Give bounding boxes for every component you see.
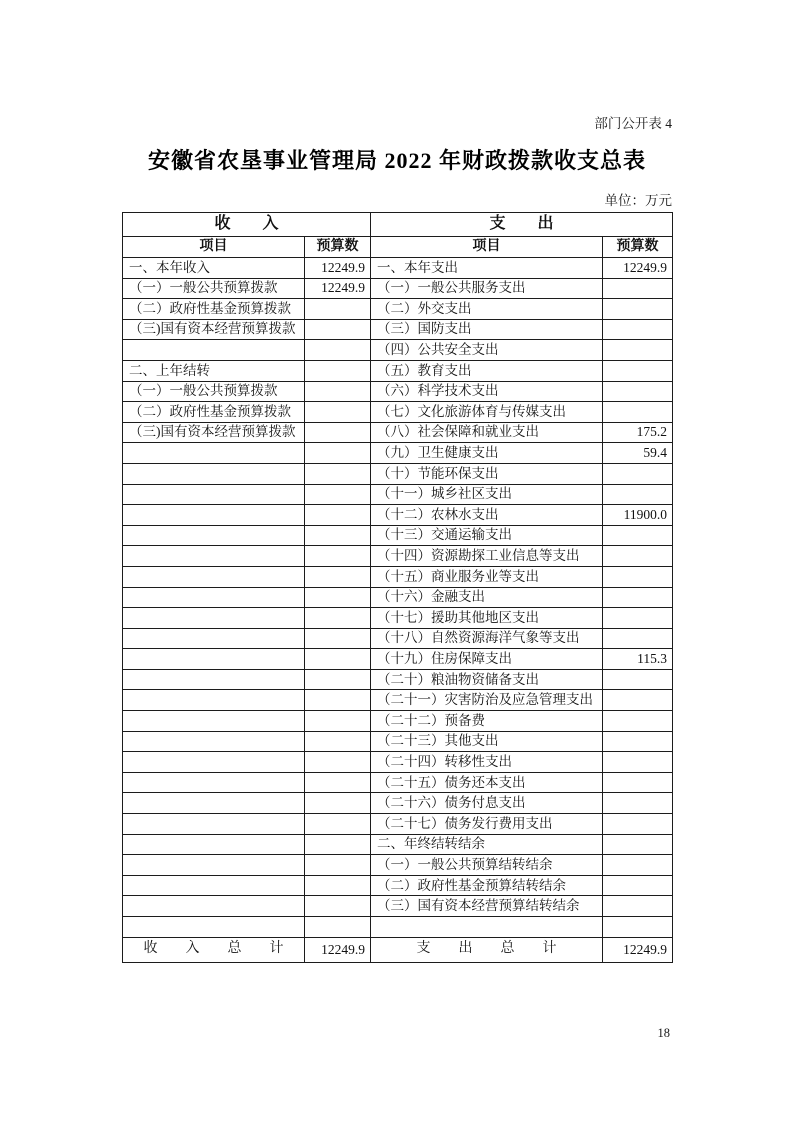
income-value-cell bbox=[305, 628, 371, 649]
income-value-cell bbox=[305, 319, 371, 340]
unit-note: 单位：万元 bbox=[604, 193, 672, 208]
table-row bbox=[123, 772, 673, 793]
income-value-cell bbox=[305, 669, 371, 690]
table-row bbox=[123, 566, 673, 587]
table-row bbox=[123, 608, 673, 629]
expense-item-cell: （十六）金融支出 bbox=[371, 587, 603, 608]
table-row bbox=[123, 711, 673, 732]
table-body bbox=[123, 258, 673, 938]
income-item-cell bbox=[123, 484, 305, 505]
income-value-cell bbox=[305, 690, 371, 711]
expense-item-cell: （二十二）预备费 bbox=[371, 711, 603, 732]
table-row bbox=[123, 381, 673, 402]
income-item-cell bbox=[123, 587, 305, 608]
income-value-cell bbox=[305, 814, 371, 835]
income-item-cell bbox=[123, 814, 305, 835]
income-value-cell bbox=[305, 731, 371, 752]
income-value-cell bbox=[305, 505, 371, 526]
income-item-cell bbox=[123, 917, 305, 938]
income-item-cell: （三)国有资本经营预算拨款 bbox=[123, 422, 305, 443]
page-title: 安徽省农垦事业管理局 2022 年财政拨款收支总表 bbox=[147, 148, 646, 173]
table-row bbox=[123, 649, 673, 670]
page-number: 18 bbox=[657, 1026, 670, 1040]
expense-value-cell bbox=[603, 628, 673, 649]
income-item-cell: 二、上年结转 bbox=[123, 360, 305, 381]
income-item-cell bbox=[123, 772, 305, 793]
expense-value-cell bbox=[603, 855, 673, 876]
income-item-cell bbox=[123, 566, 305, 587]
income-value-cell bbox=[305, 752, 371, 773]
expense-budget-column-header: 预算数 bbox=[603, 237, 673, 258]
table-row bbox=[123, 402, 673, 423]
column-header-row bbox=[123, 237, 673, 258]
expense-item-cell: （三）国防支出 bbox=[371, 319, 603, 340]
income-section-header: 收 入 bbox=[123, 213, 371, 237]
expense-item-cell: （九）卫生健康支出 bbox=[371, 443, 603, 464]
expense-value-cell bbox=[603, 360, 673, 381]
expense-value-cell bbox=[603, 463, 673, 484]
expense-item-cell: （十四）资源勘探工业信息等支出 bbox=[371, 546, 603, 567]
expense-value-cell bbox=[603, 896, 673, 917]
income-value-cell: 12249.9 bbox=[305, 278, 371, 299]
expense-value-cell bbox=[603, 772, 673, 793]
expense-total-value: 12249.9 bbox=[603, 937, 673, 962]
income-item-cell bbox=[123, 896, 305, 917]
income-item-cell: （一）一般公共预算拨款 bbox=[123, 381, 305, 402]
expense-item-cell: （十七）援助其他地区支出 bbox=[371, 608, 603, 629]
income-value-cell bbox=[305, 917, 371, 938]
expense-value-cell bbox=[603, 793, 673, 814]
expense-item-cell: 一、本年支出 bbox=[371, 258, 603, 279]
expense-value-cell bbox=[603, 484, 673, 505]
expense-value-cell: 59.4 bbox=[603, 443, 673, 464]
income-value-cell bbox=[305, 896, 371, 917]
income-item-cell bbox=[123, 731, 305, 752]
income-item-cell: （三)国有资本经营预算拨款 bbox=[123, 319, 305, 340]
total-row bbox=[123, 937, 673, 962]
expense-item-cell: （八）社会保障和就业支出 bbox=[371, 422, 603, 443]
department-table-note: 部门公开表 4 bbox=[594, 116, 672, 131]
income-item-cell: （一）一般公共预算拨款 bbox=[123, 278, 305, 299]
table-row bbox=[123, 525, 673, 546]
income-value-cell bbox=[305, 422, 371, 443]
income-budget-column-header: 预算数 bbox=[305, 237, 371, 258]
expense-value-cell: 175.2 bbox=[603, 422, 673, 443]
income-value-cell bbox=[305, 772, 371, 793]
expense-value-cell bbox=[603, 525, 673, 546]
expense-item-cell: （二）外交支出 bbox=[371, 299, 603, 320]
income-item-cell bbox=[123, 443, 305, 464]
income-total-value: 12249.9 bbox=[305, 937, 371, 962]
income-item-cell bbox=[123, 875, 305, 896]
table-row bbox=[123, 814, 673, 835]
income-item-cell bbox=[123, 711, 305, 732]
table-row bbox=[123, 505, 673, 526]
income-value-cell bbox=[305, 793, 371, 814]
table-row bbox=[123, 834, 673, 855]
table-row bbox=[123, 855, 673, 876]
income-item-cell bbox=[123, 608, 305, 629]
expense-value-cell: 12249.9 bbox=[603, 258, 673, 279]
income-value-cell bbox=[305, 299, 371, 320]
table-row bbox=[123, 463, 673, 484]
income-value-cell bbox=[305, 566, 371, 587]
income-item-cell bbox=[123, 834, 305, 855]
expense-item-cell: （二十三）其他支出 bbox=[371, 731, 603, 752]
expense-value-cell bbox=[603, 834, 673, 855]
expense-value-cell bbox=[603, 566, 673, 587]
expense-value-cell bbox=[603, 752, 673, 773]
income-item-cell bbox=[123, 855, 305, 876]
expense-value-cell bbox=[603, 917, 673, 938]
expense-item-cell bbox=[371, 917, 603, 938]
income-value-cell bbox=[305, 711, 371, 732]
income-value-cell bbox=[305, 546, 371, 567]
income-value-cell bbox=[305, 525, 371, 546]
income-value-cell bbox=[305, 608, 371, 629]
income-item-cell bbox=[123, 690, 305, 711]
income-total-label: 收 入 总 计 bbox=[123, 937, 305, 962]
expense-item-cell: （十）节能环保支出 bbox=[371, 463, 603, 484]
table-row bbox=[123, 319, 673, 340]
income-item-column-header: 项目 bbox=[123, 237, 305, 258]
table-row bbox=[123, 690, 673, 711]
income-value-cell bbox=[305, 649, 371, 670]
expense-item-column-header: 项目 bbox=[371, 237, 603, 258]
income-value-cell bbox=[305, 834, 371, 855]
table-row bbox=[123, 443, 673, 464]
income-value-cell bbox=[305, 875, 371, 896]
expense-value-cell bbox=[603, 546, 673, 567]
table-row bbox=[123, 360, 673, 381]
income-item-cell bbox=[123, 463, 305, 484]
expense-item-cell: （二十七）债务发行费用支出 bbox=[371, 814, 603, 835]
expense-value-cell bbox=[603, 608, 673, 629]
expense-item-cell: （五）教育支出 bbox=[371, 360, 603, 381]
expense-value-cell bbox=[603, 381, 673, 402]
income-item-cell bbox=[123, 340, 305, 361]
expense-value-cell bbox=[603, 669, 673, 690]
income-item-cell bbox=[123, 649, 305, 670]
expense-value-cell bbox=[603, 340, 673, 361]
expense-item-cell: （四）公共安全支出 bbox=[371, 340, 603, 361]
expense-item-cell: （二十六）债务付息支出 bbox=[371, 793, 603, 814]
expense-item-cell: （六）科学技术支出 bbox=[371, 381, 603, 402]
table-row bbox=[123, 628, 673, 649]
budget-table bbox=[122, 212, 673, 963]
expense-value-cell bbox=[603, 402, 673, 423]
income-value-cell bbox=[305, 381, 371, 402]
expense-value-cell bbox=[603, 731, 673, 752]
income-item-cell bbox=[123, 793, 305, 814]
expense-value-cell bbox=[603, 690, 673, 711]
section-header-row bbox=[123, 213, 673, 237]
table-row bbox=[123, 299, 673, 320]
table-row bbox=[123, 731, 673, 752]
expense-item-cell: （七）文化旅游体育与传媒支出 bbox=[371, 402, 603, 423]
income-value-cell bbox=[305, 855, 371, 876]
expense-item-cell: （二十一）灾害防治及应急管理支出 bbox=[371, 690, 603, 711]
income-value-cell bbox=[305, 484, 371, 505]
income-value-cell bbox=[305, 402, 371, 423]
table-row bbox=[123, 258, 673, 279]
expense-item-cell: （十八）自然资源海洋气象等支出 bbox=[371, 628, 603, 649]
income-item-cell: （二）政府性基金预算拨款 bbox=[123, 299, 305, 320]
table-row bbox=[123, 422, 673, 443]
expense-item-cell: （二十五）债务还本支出 bbox=[371, 772, 603, 793]
table-row bbox=[123, 896, 673, 917]
expense-item-cell: （二十）粮油物资储备支出 bbox=[371, 669, 603, 690]
table-row bbox=[123, 278, 673, 299]
expense-total-label: 支 出 总 计 bbox=[371, 937, 603, 962]
expense-value-cell bbox=[603, 319, 673, 340]
expense-item-cell: （二十四）转移性支出 bbox=[371, 752, 603, 773]
income-item-cell: （二）政府性基金预算拨款 bbox=[123, 402, 305, 423]
expense-value-cell bbox=[603, 711, 673, 732]
income-value-cell bbox=[305, 463, 371, 484]
income-item-cell bbox=[123, 628, 305, 649]
expense-value-cell: 11900.0 bbox=[603, 505, 673, 526]
expense-value-cell bbox=[603, 278, 673, 299]
income-item-cell bbox=[123, 546, 305, 567]
expense-item-cell: （二）政府性基金预算结转结余 bbox=[371, 875, 603, 896]
table-row bbox=[123, 917, 673, 938]
expense-item-cell: （十一）城乡社区支出 bbox=[371, 484, 603, 505]
table-row bbox=[123, 484, 673, 505]
table-row bbox=[123, 793, 673, 814]
income-item-cell bbox=[123, 505, 305, 526]
income-value-cell bbox=[305, 360, 371, 381]
expense-item-cell: （三）国有资本经营预算结转结余 bbox=[371, 896, 603, 917]
income-item-cell bbox=[123, 669, 305, 690]
expense-value-cell bbox=[603, 875, 673, 896]
expense-item-cell: （十五）商业服务业等支出 bbox=[371, 566, 603, 587]
income-value-cell bbox=[305, 587, 371, 608]
expense-item-cell: （一）一般公共服务支出 bbox=[371, 278, 603, 299]
income-value-cell bbox=[305, 340, 371, 361]
income-item-cell bbox=[123, 752, 305, 773]
expense-item-cell: （十九）住房保障支出 bbox=[371, 649, 603, 670]
table-row bbox=[123, 875, 673, 896]
income-item-cell: 一、本年收入 bbox=[123, 258, 305, 279]
expense-item-cell: （十二）农林水支出 bbox=[371, 505, 603, 526]
expense-item-cell: （一）一般公共预算结转结余 bbox=[371, 855, 603, 876]
expense-item-cell: （十三）交通运输支出 bbox=[371, 525, 603, 546]
table-row bbox=[123, 546, 673, 567]
table-row bbox=[123, 669, 673, 690]
income-value-cell bbox=[305, 443, 371, 464]
expense-section-header: 支 出 bbox=[371, 213, 673, 237]
expense-value-cell bbox=[603, 299, 673, 320]
table-row bbox=[123, 340, 673, 361]
table-row bbox=[123, 587, 673, 608]
table-row bbox=[123, 752, 673, 773]
expense-value-cell: 115.3 bbox=[603, 649, 673, 670]
income-item-cell bbox=[123, 525, 305, 546]
expense-item-cell: 二、年终结转结余 bbox=[371, 834, 603, 855]
expense-value-cell bbox=[603, 814, 673, 835]
expense-value-cell bbox=[603, 587, 673, 608]
income-value-cell: 12249.9 bbox=[305, 258, 371, 279]
